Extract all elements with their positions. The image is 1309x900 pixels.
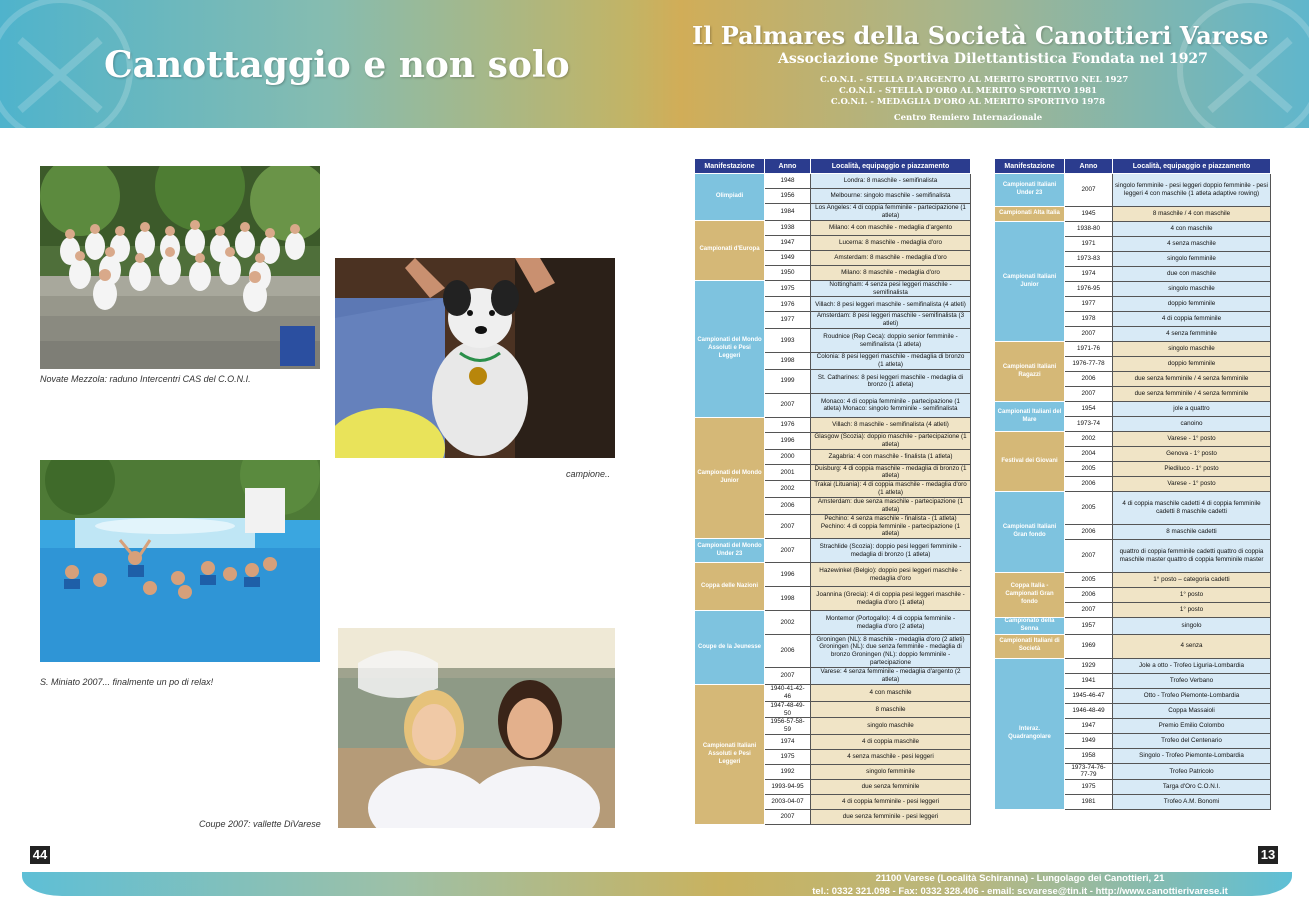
year-cell: 1950 <box>765 265 811 280</box>
year-cell: 1998 <box>765 587 811 611</box>
result-cell: singolo maschile <box>811 718 971 735</box>
year-cell: 2000 <box>765 449 811 464</box>
year-cell: 2007 <box>1065 603 1113 618</box>
category-cell: Campionati Italiani di Società <box>995 634 1065 658</box>
result-cell: Roudnice (Rep Ceca): doppio senior femminile - semifinalista (1 atleta) <box>811 329 971 353</box>
category-cell: Campionati d'Europa <box>695 220 765 280</box>
result-cell: Varese: 4 senza femminile - medaglia d'argento (2 atleta) <box>811 668 971 685</box>
result-cell: Varese - 1° posto <box>1113 432 1271 447</box>
year-cell: 1954 <box>1065 402 1113 417</box>
year-cell: 1974 <box>765 735 811 750</box>
year-cell: 1976-95 <box>1065 282 1113 297</box>
result-cell: singolo maschile <box>1113 282 1271 297</box>
column-header: Anno <box>1065 159 1113 174</box>
page-number-right: 13 <box>1258 846 1278 864</box>
category-cell: Campionati Italiani Gran fondo <box>995 492 1065 573</box>
result-cell: Singolo - Trofeo Piemonte-Lombardia <box>1113 748 1271 763</box>
year-cell: 1976-77-78 <box>1065 357 1113 372</box>
dog-photo <box>335 258 615 458</box>
result-cell: doppio femminile <box>1113 297 1271 312</box>
result-cell: Montemor (Portogallo): 4 di coppia femminile - medaglia d'oro (2 atleta) <box>811 611 971 635</box>
result-cell: Nottingham: 4 senza pesi leggeri maschile - semifinalista <box>811 280 971 297</box>
result-cell: 1° posto <box>1113 588 1271 603</box>
result-cell: 8 maschile <box>811 701 971 718</box>
result-cell: 1° posto <box>1113 603 1271 618</box>
table-row <box>995 492 1271 525</box>
year-cell: 1978 <box>1065 312 1113 327</box>
result-cell: Milano: 4 con maschile - medaglia d'argento <box>811 220 971 235</box>
result-cell: Piediluco - 1° posto <box>1113 462 1271 477</box>
result-cell: 4 di coppia maschile <box>811 735 971 750</box>
column-header: Manifestazione <box>995 159 1065 174</box>
year-cell: 2006 <box>765 635 811 668</box>
year-cell: 1992 <box>765 765 811 780</box>
year-cell: 1996 <box>765 432 811 449</box>
result-cell: Duisburg: 4 di coppia maschile - medaglia di bronzo (1 atleta) <box>811 464 971 481</box>
year-cell: 2007 <box>765 514 811 539</box>
table-row <box>995 634 1271 658</box>
table-row <box>695 417 971 432</box>
column-header: Manifestazione <box>695 159 765 174</box>
result-cell: jole a quattro <box>1113 402 1271 417</box>
category-cell: Campionati del Mondo Assoluti e Pesi Leggeri <box>695 280 765 417</box>
result-cell: singolo femminile - pesi leggeri doppio femminile - pesi leggeri 4 con maschile (1 atleta adaptive rowing) <box>1113 174 1271 207</box>
year-cell: 2005 <box>1065 462 1113 477</box>
result-cell: Trofeo Verbano <box>1113 673 1271 688</box>
year-cell: 1998 <box>765 353 811 370</box>
year-cell: 1993-94-95 <box>765 780 811 795</box>
result-cell: singolo femminile <box>1113 252 1271 267</box>
result-cell: Amsterdam: 8 pesi leggeri maschile - semifinalista (3 atleti) <box>811 312 971 329</box>
group-photo <box>40 166 320 369</box>
year-cell: 1949 <box>765 250 811 265</box>
result-cell: canoino <box>1113 417 1271 432</box>
result-cell: 4 senza <box>1113 634 1271 658</box>
result-cell: Villach: 8 pesi leggeri maschile - semifinalista (4 atleti) <box>811 297 971 312</box>
year-cell: 2007 <box>1065 327 1113 342</box>
category-cell: Campionati Italiani del Mare <box>995 402 1065 432</box>
year-cell: 2007 <box>765 393 811 417</box>
year-cell: 1947 <box>1065 718 1113 733</box>
result-cell: Los Angeles: 4 di coppia femminile - partecipazione (1 atleta) <box>811 204 971 221</box>
footer-address: 21100 Varese (Località Schiranna) - Lungolago dei Canottieri, 21 <box>875 873 1165 884</box>
table-row <box>695 685 971 702</box>
result-cell: Targa d'Oro C.O.N.I. <box>1113 780 1271 795</box>
photo-caption: S. Miniato 2007... finalmente un po di relax! <box>40 677 214 687</box>
result-cell: doppio femminile <box>1113 357 1271 372</box>
year-cell: 1973-83 <box>1065 252 1113 267</box>
year-cell: 1999 <box>765 369 811 393</box>
category-cell: Campionati Italiani Assoluti e Pesi Leggeri <box>695 685 765 825</box>
year-cell: 1971-76 <box>1065 342 1113 357</box>
year-cell: 1975 <box>765 280 811 297</box>
result-cell: due con maschile <box>1113 267 1271 282</box>
result-cell: Jole a otto - Trofeo Liguria-Lombardia <box>1113 658 1271 673</box>
year-cell: 2004 <box>1065 447 1113 462</box>
year-cell: 1977 <box>765 312 811 329</box>
column-header: Località, equipaggio e piazzamento <box>1113 159 1271 174</box>
category-cell: Campionati del Mondo Junior <box>695 417 765 538</box>
table-row <box>995 432 1271 447</box>
result-cell: Otto - Trofeo Piemonte-Lombardia <box>1113 688 1271 703</box>
category-cell: Festival dei Giovani <box>995 432 1065 492</box>
table-row <box>695 174 971 189</box>
result-cell: Genova - 1° posto <box>1113 447 1271 462</box>
coni-line: C.O.N.I. - STELLA D'ARGENTO AL MERITO SPORTIVO NEL 1927 <box>820 75 1129 85</box>
result-cell: Zagabria: 4 con maschile - finalista (1 atleta) <box>811 449 971 464</box>
year-cell: 2001 <box>765 464 811 481</box>
table-row <box>995 222 1271 237</box>
year-cell: 2006 <box>1065 372 1113 387</box>
page-number-left: 44 <box>30 846 50 864</box>
table-row <box>995 573 1271 588</box>
result-cell: Lucerna: 8 maschile - medaglia d'oro <box>811 235 971 250</box>
year-cell: 1938-80 <box>1065 222 1113 237</box>
year-cell: 1973-74-76-77-79 <box>1065 763 1113 780</box>
result-cell: due senza femminile - pesi leggeri <box>811 810 971 825</box>
result-cell: 4 di coppia femminile <box>1113 312 1271 327</box>
year-cell: 1957 <box>1065 618 1113 635</box>
table-row <box>695 611 971 635</box>
year-cell: 2006 <box>765 498 811 515</box>
palmares-table-right <box>994 158 1271 810</box>
year-cell: 1984 <box>765 204 811 221</box>
column-header: Località, equipaggio e piazzamento <box>811 159 971 174</box>
year-cell: 1996 <box>765 563 811 587</box>
result-cell: due senza femminile / 4 senza femminile <box>1113 372 1271 387</box>
result-cell: 4 senza maschile <box>1113 237 1271 252</box>
year-cell: 2007 <box>1065 540 1113 573</box>
result-cell: Joannina (Grecia): 4 di coppia pesi leggeri maschile - medaglia d'oro (1 atleta) <box>811 587 971 611</box>
column-header: Anno <box>765 159 811 174</box>
result-cell: St. Catharines: 8 pesi leggeri maschile - medaglia di bronzo (1 atleta) <box>811 369 971 393</box>
result-cell: 4 di coppia maschile cadetti 4 di coppia femminile cadetti 8 maschile cadetti <box>1113 492 1271 525</box>
coni-line: C.O.N.I. - MEDAGLIA D'ORO AL MERITO SPORTIVO 1978 <box>830 97 1106 107</box>
result-cell: 4 di coppia femminile - pesi leggeri <box>811 795 971 810</box>
table-row <box>995 207 1271 222</box>
year-cell: 1958 <box>1065 748 1113 763</box>
category-cell: Campionati Italiani Junior <box>995 222 1065 342</box>
result-cell: Hazewinkel (Belgio): doppio pesi leggeri maschile - medaglia d'oro <box>811 563 971 587</box>
year-cell: 2006 <box>1065 588 1113 603</box>
result-cell: Trofeo A.M. Bonomi <box>1113 795 1271 810</box>
result-cell: Trakai (Lituania): 4 di coppia maschile - medaglia d'oro (1 atleta) <box>811 481 971 498</box>
category-cell: Coppa delle Nazioni <box>695 563 765 611</box>
year-cell: 1947 <box>765 235 811 250</box>
year-cell: 2007 <box>765 539 811 563</box>
result-cell: 1° posto – categoria cadetti <box>1113 573 1271 588</box>
year-cell: 1969 <box>1065 634 1113 658</box>
vallette-photo <box>338 628 615 828</box>
table-row <box>995 658 1271 673</box>
result-cell: Londra: 8 maschile - semifinalista <box>811 174 971 189</box>
category-cell: Campionato della Senna <box>995 618 1065 635</box>
year-cell: 2002 <box>1065 432 1113 447</box>
result-cell: Monaco: 4 di coppia femminile - partecipazione (1 atleta) Monaco: singolo femminile - semifinalista <box>811 393 971 417</box>
year-cell: 1941 <box>1065 673 1113 688</box>
year-cell: 2007 <box>765 810 811 825</box>
year-cell: 1975 <box>1065 780 1113 795</box>
year-cell: 2006 <box>1065 477 1113 492</box>
year-cell: 1945-46-47 <box>1065 688 1113 703</box>
photo-caption: Coupe 2007: vallette DiVarese <box>199 819 321 829</box>
table-row <box>695 280 971 297</box>
table-row <box>695 220 971 235</box>
result-cell: Trofeo Patricolo <box>1113 763 1271 780</box>
year-cell: 1946-48-49 <box>1065 703 1113 718</box>
year-cell: 2007 <box>1065 387 1113 402</box>
category-cell: Olimpiadi <box>695 174 765 221</box>
year-cell: 1940-41-42-46 <box>765 685 811 702</box>
year-cell: 1949 <box>1065 733 1113 748</box>
result-cell: singolo femminile <box>811 765 971 780</box>
result-cell: 8 maschile cadetti <box>1113 525 1271 540</box>
centro-remiero: Centro Remiero Internazionale <box>893 113 1043 123</box>
footer-contacts: tel.: 0332 321.098 - Fax: 0332 328.406 - email: scvarese@tin.it - http://www.canottierivarese.it <box>812 886 1228 897</box>
category-cell: Coupe de la Jeunesse <box>695 611 765 685</box>
result-cell: 4 senza femminile <box>1113 327 1271 342</box>
result-cell: 4 senza maschile - pesi leggeri <box>811 750 971 765</box>
category-cell: Campionati del Mondo Under 23 <box>695 539 765 563</box>
result-cell: Milano: 8 maschile - medaglia d'oro <box>811 265 971 280</box>
year-cell: 2007 <box>1065 174 1113 207</box>
year-cell: 1956-57-58-59 <box>765 718 811 735</box>
year-cell: 1938 <box>765 220 811 235</box>
result-cell: singolo <box>1113 618 1271 635</box>
category-cell: Coppa Italia - Campionati Gran fondo <box>995 573 1065 618</box>
photo-caption: Novate Mezzola: raduno Intercentri CAS del C.O.N.I. <box>40 374 251 384</box>
table-row <box>695 539 971 563</box>
photo-caption: campione.. <box>566 469 611 479</box>
year-cell: 2007 <box>765 668 811 685</box>
year-cell: 1929 <box>1065 658 1113 673</box>
year-cell: 1971 <box>1065 237 1113 252</box>
result-cell: Groningen (NL): 8 maschile - medaglia d'oro (2 atleti) Groningen (NL): due senza femminile - medaglia di bronzo Groningen (NL): doppio femminile - partecipazione <box>811 635 971 668</box>
result-cell: Coppa Massaioli <box>1113 703 1271 718</box>
result-cell: Amsterdam: due senza maschile - partecipazione (1 atleta) <box>811 498 971 515</box>
year-cell: 1945 <box>1065 207 1113 222</box>
result-cell: Trofeo del Centenario <box>1113 733 1271 748</box>
year-cell: 2006 <box>1065 525 1113 540</box>
result-cell: singolo maschile <box>1113 342 1271 357</box>
result-cell: Amsterdam: 8 maschile - medaglia d'oro <box>811 250 971 265</box>
palmares-subtitle: Associazione Sportiva Dilettantistica Fondata nel 1927 <box>778 51 1208 67</box>
palmares-title: Il Palmares della Società Canottieri Varese <box>692 21 1269 50</box>
result-cell: Colonia: 8 pesi leggeri maschile - medaglia di bronzo (1 atleta) <box>811 353 971 370</box>
result-cell: 4 con maschile <box>1113 222 1271 237</box>
year-cell: 1948 <box>765 174 811 189</box>
year-cell: 1976 <box>765 297 811 312</box>
result-cell: Glasgow (Scozia): doppio maschile - partecipazione (1 atleta) <box>811 432 971 449</box>
year-cell: 1977 <box>1065 297 1113 312</box>
result-cell: due senza femminile / 4 senza femminile <box>1113 387 1271 402</box>
category-cell: Interaz. Quadrangolare <box>995 658 1065 810</box>
result-cell: Melbourne: singolo maschile - semifinalista <box>811 189 971 204</box>
table-row <box>995 174 1271 207</box>
page-footer <box>0 860 1309 900</box>
year-cell: 1976 <box>765 417 811 432</box>
palmares-table-left <box>694 158 971 825</box>
year-cell: 1973-74 <box>1065 417 1113 432</box>
year-cell: 2003-04-07 <box>765 795 811 810</box>
result-cell: Villach: 8 maschile - semifinalista (4 atleti) <box>811 417 971 432</box>
result-cell: Pechino: 4 senza maschile - finalista - (1 atleta) Pechino: 4 di coppia femminile - partecipazione (1 atleta) <box>811 514 971 539</box>
table-row <box>995 402 1271 417</box>
year-cell: 2005 <box>1065 573 1113 588</box>
section-title: Canottaggio e non solo <box>104 44 570 86</box>
category-cell: Campionati Alta Italia <box>995 207 1065 222</box>
page-header <box>0 0 1309 128</box>
pool-photo <box>40 460 320 662</box>
year-cell: 2005 <box>1065 492 1113 525</box>
table-row <box>995 618 1271 635</box>
year-cell: 2002 <box>765 481 811 498</box>
category-cell: Campionati Italiani Ragazzi <box>995 342 1065 402</box>
year-cell: 1993 <box>765 329 811 353</box>
result-cell: 8 maschile / 4 con maschile <box>1113 207 1271 222</box>
result-cell: Varese - 1° posto <box>1113 477 1271 492</box>
result-cell: 4 con maschile <box>811 685 971 702</box>
result-cell: Strachlide (Scozia): doppio pesi leggeri femminile - medaglia di bronzo (1 atleta) <box>811 539 971 563</box>
result-cell: due senza femminile <box>811 780 971 795</box>
year-cell: 2002 <box>765 611 811 635</box>
coni-line: C.O.N.I. - STELLA D'ORO AL MERITO SPORTIVO 1981 <box>838 86 1098 96</box>
table-row <box>695 563 971 587</box>
year-cell: 1947-48-49-50 <box>765 701 811 718</box>
year-cell: 1974 <box>1065 267 1113 282</box>
result-cell: quattro di coppia femminile cadetti quattro di coppia maschile master quattro di coppia femminile master <box>1113 540 1271 573</box>
year-cell: 1956 <box>765 189 811 204</box>
year-cell: 1975 <box>765 750 811 765</box>
category-cell: Campionati Italiani Under 23 <box>995 174 1065 207</box>
table-row <box>995 342 1271 357</box>
year-cell: 1981 <box>1065 795 1113 810</box>
result-cell: Premio Emilio Colombo <box>1113 718 1271 733</box>
